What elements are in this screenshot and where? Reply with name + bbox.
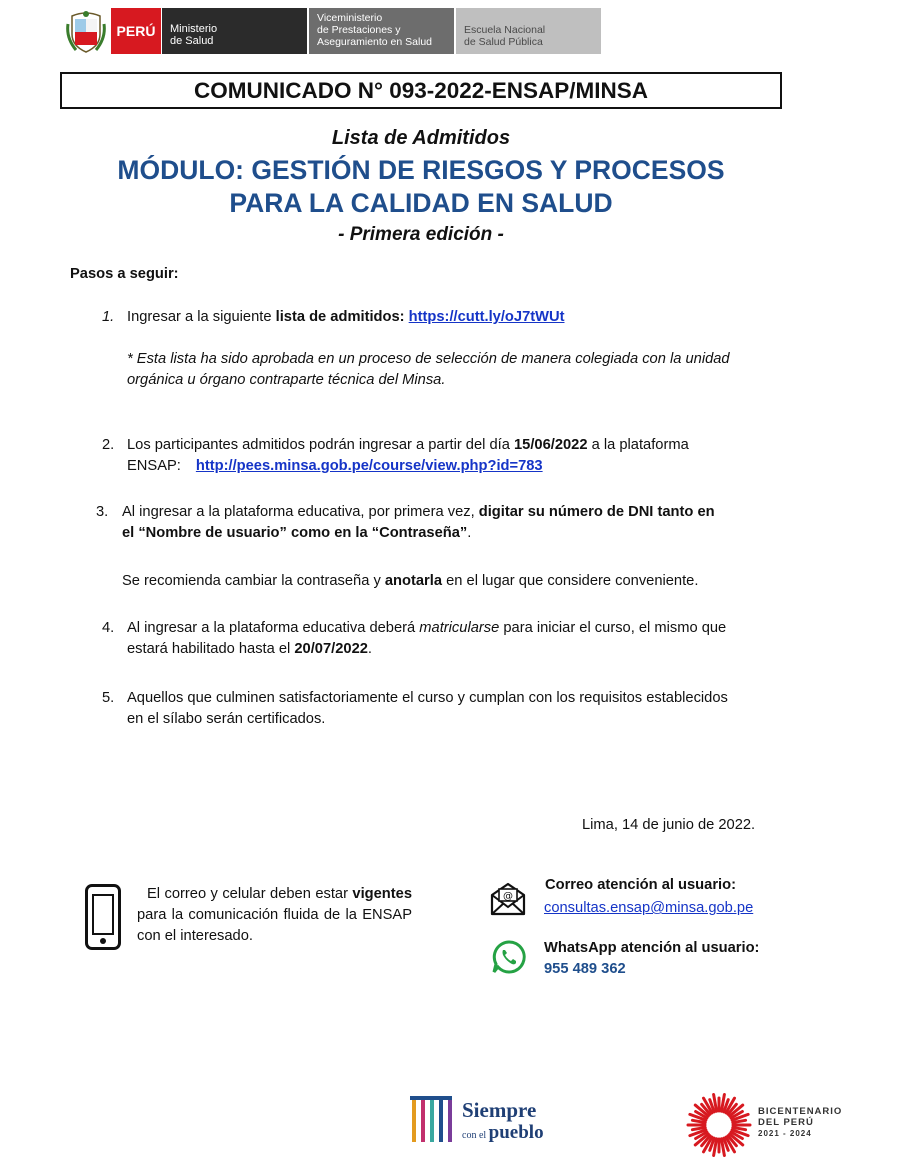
bicentenario-logo: [668, 1080, 848, 1166]
contact-note-bold: vigentes: [352, 886, 412, 902]
step-3-pre: Al ingresar a la plataforma educativa, por primera vez,: [122, 504, 479, 520]
step-1-pre: Ingresar a la siguiente: [127, 309, 276, 325]
step-1-note: [127, 349, 730, 391]
step-4-text: [127, 618, 726, 660]
school-line-1: Escuela Nacional: [464, 24, 546, 36]
step-5-line-2: en el sílabo serán certificados.: [127, 711, 326, 727]
peru-badge: [111, 8, 161, 54]
step-4-line2-post: .: [367, 641, 372, 657]
contact-note: [137, 884, 412, 947]
module-title-line-1: MÓDULO: GESTIÓN DE RIESGOS Y PROCESOS: [117, 155, 725, 185]
module-title-line-2: PARA LA CALIDAD EN SALUD: [229, 188, 613, 218]
list-title: Lista de Admitidos: [331, 127, 511, 149]
con-el-word: con el: [462, 1130, 489, 1141]
vice-line-3: Aseguramiento en Salud: [317, 36, 432, 48]
rec-bold: anotarla: [384, 573, 443, 589]
rec-pre: Se recomienda cambiar la contraseña y: [122, 573, 385, 589]
step-3-recommendation: [122, 571, 698, 592]
ministry-line-2: de Salud: [170, 35, 214, 47]
step-4-post: para iniciar el curso, el mismo que: [499, 620, 727, 636]
bicent-line-1: BICENTENARIO: [758, 1106, 843, 1117]
step-1-number: 1.: [102, 309, 115, 325]
step-1-text: [127, 307, 565, 328]
email-icon: [489, 881, 527, 917]
step-2-ensap-label: ENSAP:: [127, 458, 181, 474]
rec-post: en el lugar que considere conveniente.: [442, 573, 699, 589]
ministry-line-1: Ministerio: [170, 23, 218, 35]
phone-icon: [85, 884, 121, 950]
school-badge: [456, 8, 601, 54]
step-1-note-line-1: * Esta lista ha sido aprobada en un proceso de selección de manera colegiada con la unidad: [127, 351, 730, 367]
step-4-date: 20/07/2022: [294, 641, 368, 657]
step-2-post: a la plataforma: [587, 437, 689, 453]
viceministry-badge: [309, 8, 454, 54]
siempre-con-el-pueblo-logo: [404, 1090, 554, 1150]
step-3-end: .: [467, 525, 472, 541]
vice-line-2: de Prestaciones y: [317, 24, 401, 36]
step-4-pre: Al ingresar a la plataforma educativa deberá: [127, 620, 420, 636]
step-1-bold: lista de admitidos:: [275, 309, 405, 325]
national-shield-icon: [66, 10, 106, 54]
bicent-line-3: 2021 - 2024: [758, 1129, 812, 1138]
step-2-date: 15/06/2022: [514, 437, 588, 453]
school-line-2: de Salud Pública: [464, 36, 543, 48]
step-3-bold-1: digitar su número de DNI tanto en: [478, 504, 715, 520]
bicentenario-sunburst-icon: [686, 1092, 752, 1158]
step-4-number: 4.: [102, 620, 115, 636]
step-5-line-1: Aquellos que culminen satisfactoriamente el curso y cumplan con los requisitos establecidos: [127, 690, 728, 706]
whatsapp-title: WhatsApp atención al usuario:: [544, 940, 760, 956]
edition-subtitle: - Primera edición -: [338, 224, 504, 245]
contact-note-pre: El correo y celular deben estar: [147, 886, 353, 902]
step-2-pre: Los participantes admitidos podrán ingresar a partir del día: [127, 437, 514, 453]
pueblo-word: pueblo: [488, 1122, 544, 1143]
step-5-text: [127, 688, 728, 730]
step-5-number: 5.: [102, 690, 115, 706]
step-4-italic: matricularse: [419, 620, 500, 636]
admitted-list-link[interactable]: https://cutt.ly/oJ7tWUt: [408, 309, 565, 325]
contact-note-post: para la comunicación fluida de la ENSAP con el interesado.: [137, 907, 412, 944]
step-3-bold-2: el “Nombre de usuario” como en la “Contraseña”: [122, 525, 468, 541]
siempre-logo-mark-icon: [404, 1090, 458, 1150]
place-date: Lima, 14 de junio de 2022.: [582, 817, 756, 833]
step-3-text: [122, 502, 715, 544]
comunicado-title: COMUNICADO N° 093-2022-ENSAP/MINSA: [60, 72, 782, 109]
svg-text:@: @: [503, 891, 513, 902]
peru-label: PERÚ: [116, 23, 156, 39]
step-2-number: 2.: [102, 437, 115, 453]
ministry-badge: [162, 8, 307, 54]
step-3-number: 3.: [96, 504, 109, 520]
siempre-word: Siempre: [462, 1098, 537, 1122]
bicent-line-2: DEL PERÚ: [758, 1117, 814, 1128]
platform-link[interactable]: http://pees.minsa.gob.pe/course/view.php?id=783: [195, 458, 543, 474]
whatsapp-number: 955 489 362: [544, 961, 626, 977]
step-4-line2-pre: estará habilitado hasta el: [127, 641, 295, 657]
email-link[interactable]: consultas.ensap@minsa.gob.pe: [544, 900, 754, 916]
step-2-text: [127, 435, 689, 477]
whatsapp-icon: [492, 940, 526, 974]
vice-line-1: Viceministerio: [317, 12, 383, 24]
email-title: Correo atención al usuario:: [545, 877, 736, 893]
step-1-note-line-2: orgánica u órgano contraparte técnica del Minsa.: [127, 372, 446, 388]
module-title: [0, 154, 842, 220]
steps-heading: Pasos a seguir:: [70, 266, 179, 282]
